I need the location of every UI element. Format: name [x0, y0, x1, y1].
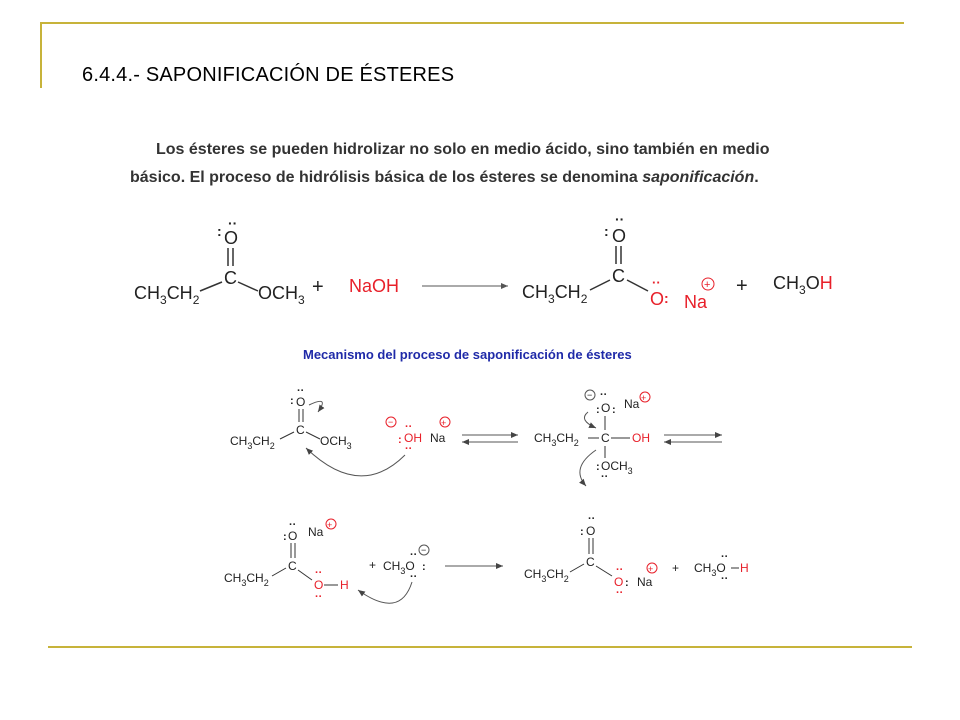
- intro-keyword: saponificación: [642, 169, 755, 186]
- step2-product-carbon: C: [586, 555, 595, 569]
- svg-text:··: ··: [228, 215, 238, 231]
- step1-sodium: Na: [430, 431, 446, 445]
- svg-text:··: ··: [289, 519, 297, 531]
- intro-line-1: Los ésteres se pueden hidrolizar no solo en medio ácido, sino también en medio: [156, 141, 770, 158]
- step2-product-o-minus: O: [614, 575, 624, 589]
- svg-text:··: ··: [315, 567, 323, 579]
- step1-ethyl: $CH_3CH_2$: [230, 434, 275, 451]
- svg-text::: :: [596, 461, 600, 473]
- svg-text::: :: [612, 404, 616, 416]
- carboxylate-carbonyl-o: O: [612, 226, 627, 246]
- svg-text:+: +: [648, 564, 654, 574]
- svg-text:··: ··: [601, 471, 609, 483]
- svg-text:··: ··: [721, 573, 729, 585]
- step2-ethyl: $CH_3CH_2$: [224, 571, 269, 588]
- step2-methanol: $CH_3O$: [694, 561, 726, 578]
- svg-text::: :: [290, 395, 294, 407]
- svg-text::: :: [283, 531, 287, 543]
- hydroxide-oh: OH: [404, 431, 422, 445]
- step2-acid-o: O: [314, 578, 324, 592]
- carboxylate-o-minus: O: [650, 289, 665, 309]
- step2-acid-h: H: [340, 578, 349, 592]
- intro-line-2-text: básico. El proceso de hidrólisis básica de los ésteres se denomina: [130, 169, 643, 186]
- svg-text:··: ··: [315, 591, 323, 603]
- intermediate-ethyl: $CH_3CH_2$: [534, 431, 579, 448]
- ester-carbon: C: [224, 268, 237, 288]
- step2-plus-2: +: [672, 561, 680, 575]
- methanol-product: $CH_3OH$: [773, 273, 833, 297]
- svg-text:··: ··: [616, 587, 624, 599]
- svg-text::: :: [398, 434, 402, 446]
- svg-text::: :: [625, 577, 629, 589]
- overall-reaction: [134, 211, 833, 312]
- carboxylate-structure: [522, 211, 714, 312]
- svg-text:−: −: [421, 545, 427, 555]
- svg-text::: :: [596, 404, 600, 416]
- step2-sodium: Na: [308, 525, 324, 539]
- svg-text:··: ··: [588, 513, 596, 525]
- svg-text:··: ··: [405, 443, 413, 455]
- intermediate-carbon: C: [601, 431, 610, 445]
- naoh-reagent: NaOH: [349, 276, 400, 296]
- sodium-cation: Na: [684, 292, 708, 312]
- svg-text:··: ··: [616, 564, 624, 576]
- intermediate-o-minus: O: [601, 401, 611, 415]
- mechanism-step-1: [230, 385, 722, 486]
- mechanism-title: Mecanismo del proceso de saponificación de ésteres: [303, 347, 632, 362]
- svg-text::: :: [422, 561, 426, 573]
- svg-text:··: ··: [405, 421, 413, 433]
- step2-product-sodium: Na: [637, 575, 653, 589]
- ester-carbonyl-o: O: [224, 228, 239, 248]
- svg-text:−: −: [388, 417, 394, 427]
- svg-text:+: +: [441, 418, 447, 428]
- mechanism-step-2: [224, 513, 749, 603]
- svg-text:+: +: [641, 393, 647, 403]
- svg-text:··: ··: [410, 571, 418, 583]
- methoxide: $CH_3O$: [383, 559, 415, 576]
- step2-carbonyl-o: O: [288, 529, 298, 543]
- ester-methoxy-group: $OCH_3$: [258, 283, 305, 307]
- svg-text:+: +: [704, 279, 711, 291]
- svg-text:−: −: [587, 390, 593, 400]
- plus-sign-1: +: [312, 276, 324, 298]
- svg-text:+: +: [327, 520, 333, 530]
- svg-text::: :: [604, 223, 609, 239]
- step2-plus-1: +: [369, 558, 377, 572]
- carboxylate-ethyl-group: $CH_3CH_2$: [522, 282, 588, 306]
- svg-text::: :: [664, 290, 669, 306]
- ester-structure: [134, 215, 305, 307]
- svg-text:··: ··: [297, 385, 305, 397]
- intermediate-oh: OH: [632, 431, 650, 445]
- step1-carbon: C: [296, 423, 305, 437]
- step1-carbonyl-o: O: [296, 395, 306, 409]
- svg-text:··: ··: [615, 211, 625, 227]
- svg-text:··: ··: [652, 275, 661, 290]
- svg-text::: :: [580, 526, 584, 538]
- ester-ethyl-group: $CH_3CH_2$: [134, 283, 200, 307]
- svg-text::: :: [217, 223, 222, 239]
- carboxylate-carbon: C: [612, 266, 625, 286]
- step2-carbon: C: [288, 559, 297, 573]
- intermediate-sodium: Na: [624, 397, 640, 411]
- slide-title: 6.4.4.- SAPONIFICACIÓN DE ÉSTERES: [82, 64, 455, 86]
- plus-sign-2: +: [736, 275, 748, 297]
- step2-methanol-h: H: [740, 561, 749, 575]
- step2-product-ethyl: $CH_3CH_2$: [524, 567, 569, 584]
- intro-line-2-end: .: [754, 169, 759, 186]
- svg-text:··: ··: [410, 549, 418, 561]
- step2-product-carbonyl-o: O: [586, 524, 596, 538]
- intermediate-methoxy: $OCH_3$: [601, 459, 633, 476]
- step1-methoxy: $OCH_3$: [320, 434, 352, 451]
- svg-text:··: ··: [600, 389, 608, 401]
- svg-text:··: ··: [721, 551, 729, 563]
